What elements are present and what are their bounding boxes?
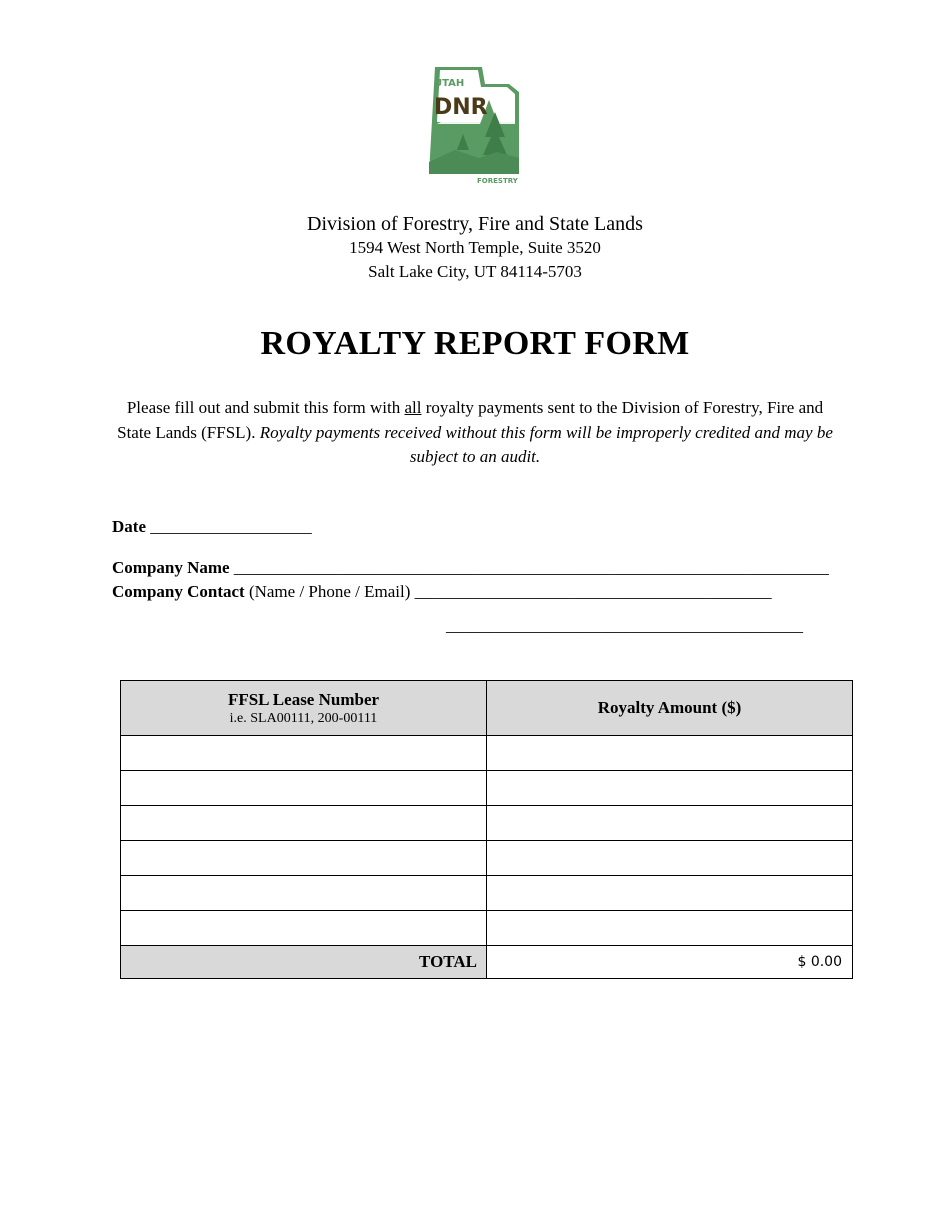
svg-text:UTAH: UTAH [434,78,465,89]
company-name-label: Company Name [112,558,230,577]
date-line[interactable]: ___________________ [150,517,312,536]
company-contact-label: Company Contact [112,582,245,601]
company-name-line[interactable]: ______________________________________________________________________ [233,558,829,577]
table-header-row [121,681,853,736]
total-value: $ 0.00 [487,946,853,979]
form-title: ROYALTY REPORT FORM [260,325,690,362]
svg-text:FORESTRY: FORESTRY [477,177,518,185]
royalty-amount-cell[interactable] [487,841,853,876]
royalty-amount-header: Royalty Amount ($) [487,681,853,736]
total-label: TOTAL [121,946,487,979]
royalty-amount-cell[interactable] [487,876,853,911]
organization-name: Division of Forestry, Fire and State Lands [307,213,643,235]
utah-dnr-forestry-logo [427,62,525,188]
royalty-amount-cell[interactable] [487,736,853,771]
company-contact-field[interactable] [112,582,772,602]
lease-number-cell[interactable] [121,736,487,771]
table-row [121,806,853,841]
royalty-amount-cell[interactable] [487,911,853,946]
table-row [121,841,853,876]
royalty-amount-cell[interactable] [487,771,853,806]
table-row [121,876,853,911]
company-contact-hint: (Name / Phone / Email) [248,582,411,601]
royalty-amount-cell[interactable] [487,806,853,841]
date-field[interactable] [112,517,312,537]
address-line-1: 1594 West North Temple, Suite 3520 [349,238,601,257]
company-contact-line-2[interactable]: __________________________________________ [446,616,803,635]
svg-text:DNR: DNR [434,95,488,120]
company-name-field[interactable] [112,558,829,578]
table-row [121,771,853,806]
intro-paragraph: Please fill out and submit this form with all royalty payments sent to the Division of Forestry, Fire and State Lands (FFSL). Royalty payments received without this form will be improperly credited and may be subject to an audit. [117,398,833,466]
lease-number-cell[interactable] [121,911,487,946]
lease-number-cell[interactable] [121,876,487,911]
address-line-2: Salt Lake City, UT 84114-5703 [368,262,582,281]
lease-number-cell[interactable] [121,806,487,841]
lease-number-example: i.e. SLA00111, 200-00111 [229,710,378,726]
company-contact-line[interactable]: __________________________________________ [414,582,772,601]
lease-number-header: FFSL Lease Number i.e. SLA00111, 200-00111 [121,681,487,736]
table-row [121,736,853,771]
table-row [121,911,853,946]
lease-number-cell[interactable] [121,771,487,806]
lease-number-cell[interactable] [121,841,487,876]
royalty-table [120,680,853,979]
date-label: Date [112,517,146,536]
total-row [121,946,853,979]
